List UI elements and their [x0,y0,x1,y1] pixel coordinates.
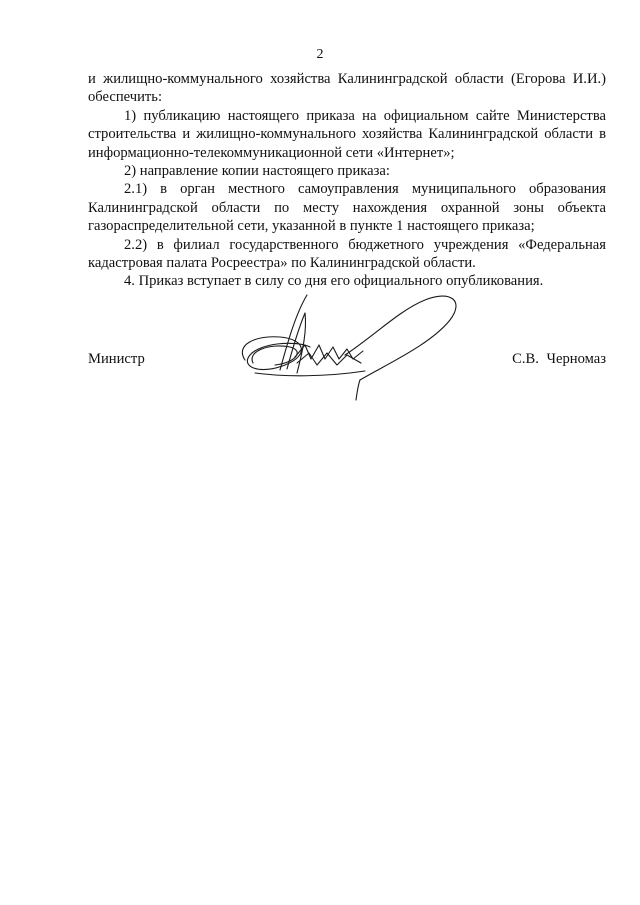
signature-block [88,350,606,370]
paragraph-item-2-1: 2.1) в орган местного самоуправления муниципального образования Калининградской области по месту нахождения охранной зоны объекта газораспределительной сети, указанной в пункте 1 настоящего приказа; [88,181,606,235]
page-number: 2 [316,47,324,62]
paragraph-item-4: 4. Приказ вступает в силу со дня его официального опубликования. [124,273,544,290]
paragraph-continuation: и жилищно-коммунального хозяйства Калининградской области (Егорова И.И.) обеспечить: [88,71,606,106]
signatory-title: Министр [88,351,145,367]
paragraph-item-1: 1) публикацию настоящего приказа на официальном сайте Министерства строительства и жилищно-коммунального хозяйства Калининградской области в информационно-телекоммуникационной сети «Интернет»; [88,107,606,161]
paragraph-item-2: 2) направление копии настоящего приказа: [124,163,390,180]
order-body-text [88,70,606,291]
signatory-name: С.В. Черномаз [512,351,606,367]
paragraph-item-2-2: 2.2) в филиал государственного бюджетного учреждения «Федеральная кадастровая палата Росреестра» по Калининградской области. [88,236,606,272]
handwritten-signature [225,285,485,405]
